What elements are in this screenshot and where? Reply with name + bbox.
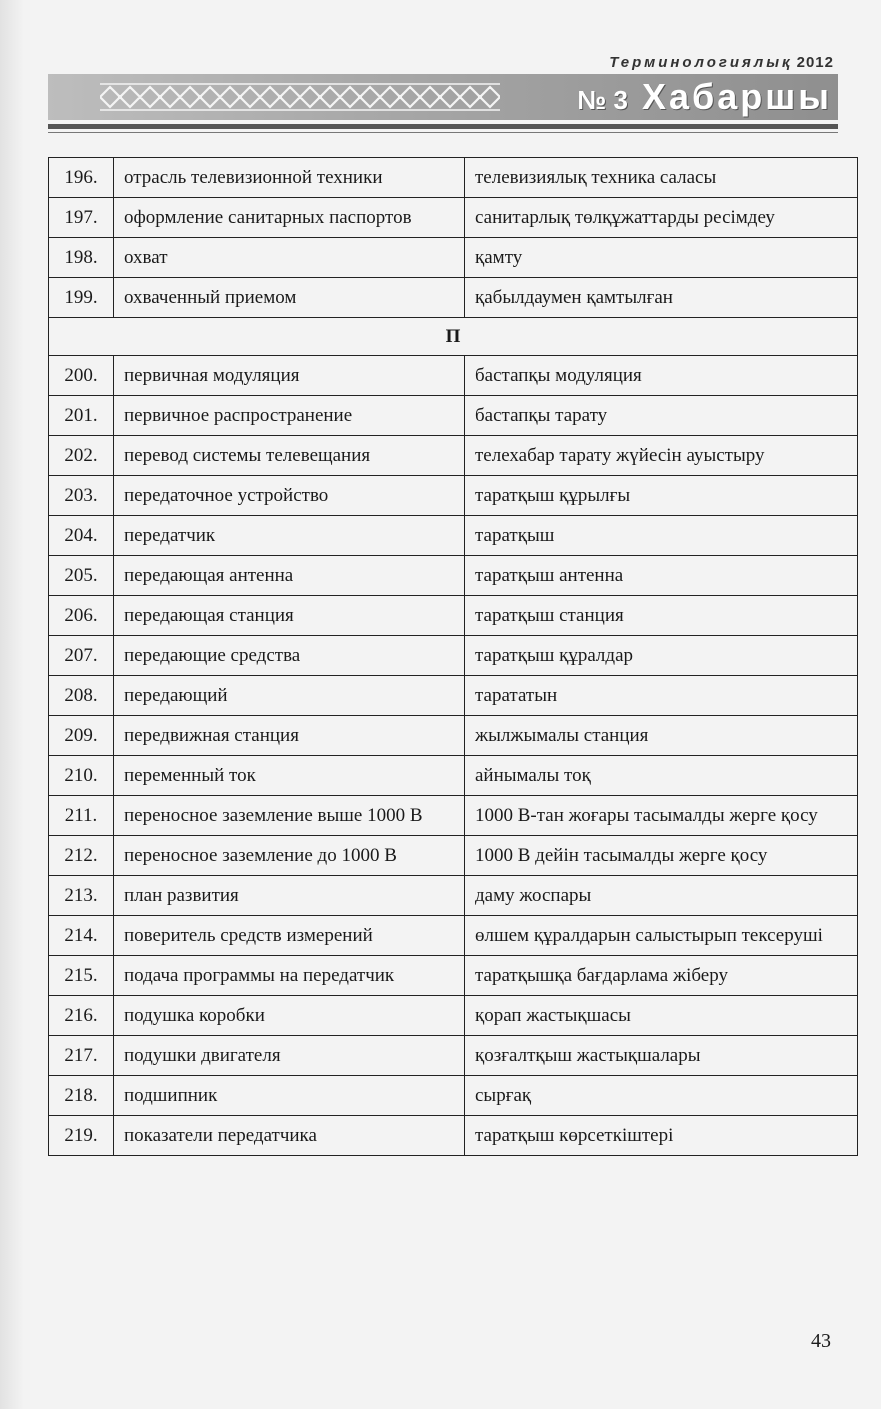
- term-kazakh: тарататын: [465, 676, 858, 716]
- term-russian: подушка коробки: [114, 996, 465, 1036]
- term-kazakh: айнымалы тоқ: [465, 756, 858, 796]
- terms-table: [48, 157, 858, 1156]
- term-russian: переносное заземление до 1000 В: [114, 836, 465, 876]
- term-number: 202.: [49, 436, 114, 476]
- term-number: 214.: [49, 916, 114, 956]
- term-kazakh: сырғақ: [465, 1076, 858, 1116]
- term-kazakh: қозғалтқыш жастықшалары: [465, 1036, 858, 1076]
- journal-name: Хабаршы: [641, 76, 832, 117]
- table-row: [49, 836, 858, 876]
- issue-number: № 3: [577, 85, 628, 115]
- table-row: [49, 756, 858, 796]
- section-letter: П: [49, 318, 858, 356]
- term-russian: подушки двигателя: [114, 1036, 465, 1076]
- term-number: 203.: [49, 476, 114, 516]
- table-row: [49, 1076, 858, 1116]
- term-number: 198.: [49, 238, 114, 278]
- term-kazakh: қорап жастықшасы: [465, 996, 858, 1036]
- table-row: [49, 636, 858, 676]
- term-russian: план развития: [114, 876, 465, 916]
- term-russian: первичная модуляция: [114, 356, 465, 396]
- term-russian: переносное заземление выше 1000 В: [114, 796, 465, 836]
- journal-header: [48, 50, 838, 140]
- term-kazakh: таратқыш станция: [465, 596, 858, 636]
- term-number: 215.: [49, 956, 114, 996]
- ornament-pattern-icon: [100, 82, 500, 112]
- term-russian: поверитель средств измерений: [114, 916, 465, 956]
- term-kazakh: телевизиялық техника саласы: [465, 158, 858, 198]
- journal-year: 2012: [796, 54, 834, 71]
- term-russian: передающая антенна: [114, 556, 465, 596]
- term-number: 213.: [49, 876, 114, 916]
- term-russian: передающий: [114, 676, 465, 716]
- term-russian: оформление санитарных паспортов: [114, 198, 465, 238]
- terms-rows-b: [49, 356, 858, 1156]
- table-row: [49, 916, 858, 956]
- term-number: 205.: [49, 556, 114, 596]
- term-russian: подача программы на передатчик: [114, 956, 465, 996]
- table-row: [49, 996, 858, 1036]
- term-number: 206.: [49, 596, 114, 636]
- table-row: [49, 198, 858, 238]
- table-row: [49, 396, 858, 436]
- term-number: 208.: [49, 676, 114, 716]
- term-kazakh: таратқыш көрсеткіштері: [465, 1116, 858, 1156]
- terms-rows-a: [49, 158, 858, 356]
- term-russian: отрасль телевизионной техники: [114, 158, 465, 198]
- table-row: [49, 476, 858, 516]
- term-russian: передвижная станция: [114, 716, 465, 756]
- term-number: 211.: [49, 796, 114, 836]
- journal-line: Терминологиялық: [609, 54, 793, 71]
- term-russian: показатели передатчика: [114, 1116, 465, 1156]
- table-row: [49, 716, 858, 756]
- table-row: [49, 596, 858, 636]
- table-row: [49, 796, 858, 836]
- term-russian: охваченный приемом: [114, 278, 465, 318]
- term-kazakh: таратқыш антенна: [465, 556, 858, 596]
- term-russian: передающая станция: [114, 596, 465, 636]
- section-row: [49, 318, 858, 356]
- table-row: [49, 1036, 858, 1076]
- table-row: [49, 556, 858, 596]
- term-russian: передающие средства: [114, 636, 465, 676]
- term-kazakh: даму жоспары: [465, 876, 858, 916]
- term-number: 219.: [49, 1116, 114, 1156]
- table-row: [49, 676, 858, 716]
- term-kazakh: бастапқы тарату: [465, 396, 858, 436]
- term-kazakh: телехабар тарату жүйесін ауыстыру: [465, 436, 858, 476]
- term-kazakh: қабылдаумен қамтылған: [465, 278, 858, 318]
- table-row: [49, 356, 858, 396]
- term-number: 204.: [49, 516, 114, 556]
- header-divider: [48, 124, 838, 129]
- table-row: [49, 516, 858, 556]
- table-row: [49, 158, 858, 198]
- term-number: 210.: [49, 756, 114, 796]
- term-number: 196.: [49, 158, 114, 198]
- term-number: 212.: [49, 836, 114, 876]
- term-kazakh: таратқышқа бағдарлама жіберу: [465, 956, 858, 996]
- term-kazakh: санитарлық төлқұжаттарды ресімдеу: [465, 198, 858, 238]
- term-kazakh: таратқыш: [465, 516, 858, 556]
- term-russian: передаточное устройство: [114, 476, 465, 516]
- term-russian: перевод системы телевещания: [114, 436, 465, 476]
- term-number: 217.: [49, 1036, 114, 1076]
- term-kazakh: бастапқы модуляция: [465, 356, 858, 396]
- term-kazakh: 1000 В дейін тасымалды жерге қосу: [465, 836, 858, 876]
- page-number: 43: [811, 1330, 831, 1352]
- table-row: [49, 278, 858, 318]
- term-russian: подшипник: [114, 1076, 465, 1116]
- table-row: [49, 238, 858, 278]
- table-row: [49, 956, 858, 996]
- term-kazakh: таратқыш құрылғы: [465, 476, 858, 516]
- header-divider-thin: [48, 132, 838, 133]
- journal-subtitle: [609, 54, 834, 71]
- table-row: [49, 1116, 858, 1156]
- term-kazakh: 1000 В-тан жоғары тасымалды жерге қосу: [465, 796, 858, 836]
- table-row: [49, 436, 858, 476]
- term-russian: переменный ток: [114, 756, 465, 796]
- term-number: 209.: [49, 716, 114, 756]
- term-number: 207.: [49, 636, 114, 676]
- table-row: [49, 876, 858, 916]
- page-edge-shadow: [0, 0, 24, 1409]
- term-russian: охват: [114, 238, 465, 278]
- term-kazakh: жылжымалы станция: [465, 716, 858, 756]
- term-kazakh: қамту: [465, 238, 858, 278]
- term-number: 201.: [49, 396, 114, 436]
- term-russian: первичное распространение: [114, 396, 465, 436]
- term-russian: передатчик: [114, 516, 465, 556]
- term-kazakh: өлшем құралдарын салыстырып тексеруші: [465, 916, 858, 956]
- term-number: 218.: [49, 1076, 114, 1116]
- term-number: 199.: [49, 278, 114, 318]
- term-number: 216.: [49, 996, 114, 1036]
- term-number: 200.: [49, 356, 114, 396]
- journal-title: [577, 76, 832, 118]
- term-number: 197.: [49, 198, 114, 238]
- term-kazakh: таратқыш құралдар: [465, 636, 858, 676]
